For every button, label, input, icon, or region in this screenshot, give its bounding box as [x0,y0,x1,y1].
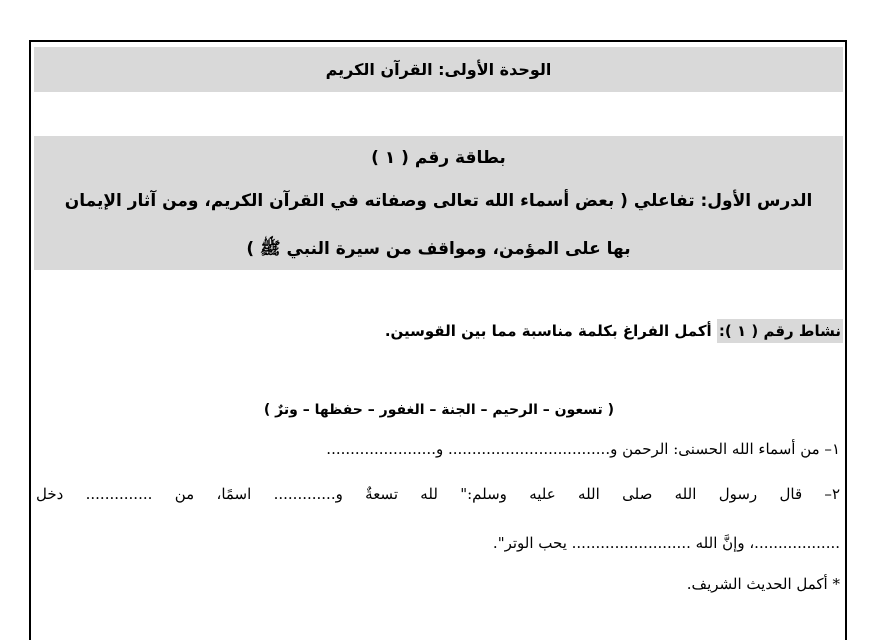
question-2-line1: ٢– قال رسول الله صلى الله عليه وسلم:" لله تسعةٌ و............. اسمًا، من .............. دخل [36,485,840,503]
instruction-note: * أكمل الحديث الشريف. [686,575,840,593]
activity-instruction: أكمل الفراغ بكلمة مناسبة مما بين القوسين. [384,322,717,340]
card-header [34,136,843,270]
word-bank: ( تسعون – الرحيم – الجنة – الغفور – حفظها – وترٌ ) [263,402,615,418]
question-1: ١– من أسماء الله الحسنى: الرحمن و.................................. و....................... [326,440,840,458]
unit-header [34,47,843,92]
card-title: بطاقة رقم ( ١ ) [371,148,506,168]
unit-title: الوحدة الأولى: القرآن الكريم [325,60,552,79]
lesson-title-line2: بها على المؤمن، ومواقف من سيرة النبي ﷺ ) [246,239,631,259]
lesson-title-line1: الدرس الأول: تفاعلي ( بعض أسماء الله تعالى وصفاته في القرآن الكريم، ومن آثار الإيمان [64,191,813,211]
activity-heading [385,322,843,340]
activity-label: نشاط رقم ( ١ ): [717,319,843,343]
question-2-line2: ..................، وإنَّ الله ......................... يحب الوتر". [492,534,840,552]
